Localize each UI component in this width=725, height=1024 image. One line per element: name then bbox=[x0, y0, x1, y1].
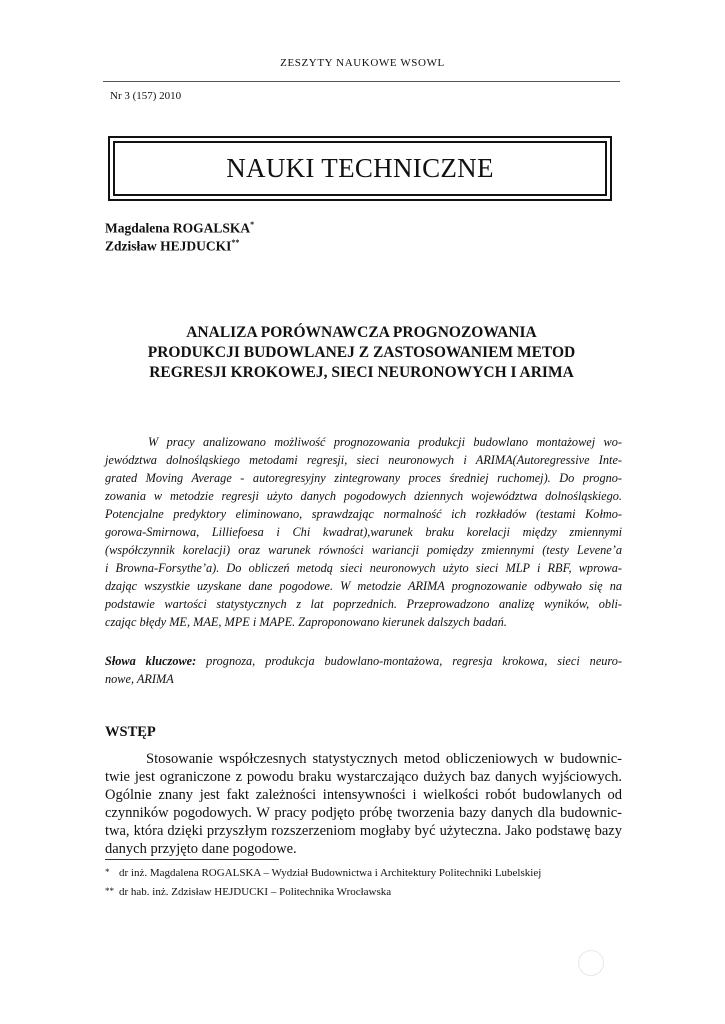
title-line: ANALIZA PORÓWNAWCZA PROGNOZOWANIA bbox=[186, 324, 537, 341]
body-line: twie jest ograniczone z powodu braku wystarczająco dużych baz danych wyjściowych. bbox=[105, 769, 622, 785]
footnote-2 bbox=[105, 886, 391, 898]
abstract-line: i Browna-Forsythe’a). Do obliczeń metodą sieci neuronowych użyto sieci MLP i RBF, wprowa- bbox=[105, 561, 622, 575]
footnote-text: dr hab. inż. Zdzisław HEJDUCKI – Politechnika Wrocławska bbox=[119, 886, 392, 898]
footnote-text: dr inż. Magdalena ROGALSKA – Wydział Budownictwa i Architektury Politechniki Lubelskiej bbox=[119, 867, 542, 879]
abstract-line: Potencjalne predyktory eliminowano, sprawdzając normalność ich rozkładów (testami Kołmo- bbox=[105, 507, 622, 521]
footnote-mark: * bbox=[105, 867, 110, 877]
abstract-line: (współczynnik korelacji) oraz warunek równości wariancji pomiędzy zmiennymi (testy Levene’a bbox=[105, 543, 622, 557]
header-rule bbox=[103, 81, 620, 82]
abstract-line: zowania w metodzie regresji użyto danych pogodowych dziennych województwa dolnośląskiego. bbox=[105, 489, 622, 503]
body-line: twa, która dzięki przyszłym rozszerzeniom mogłaby być użyteczna. Jako podstawę bazy bbox=[105, 823, 622, 839]
author-footnote-mark: * bbox=[250, 220, 255, 229]
journal-name: ZESZYTY NAUKOWE WSOWL bbox=[280, 57, 445, 69]
paper-title bbox=[103, 323, 620, 383]
abstract-line: grated Moving Average - autoregresyjny zintegrowany proces średniej ruchomej). Do progno- bbox=[105, 471, 622, 485]
section-title: NAUKI TECHNICZNE bbox=[226, 153, 494, 183]
section-frame bbox=[108, 136, 612, 201]
section-heading: WSTĘP bbox=[105, 724, 156, 740]
abstract-line: podstawie wartości statystycznych z lat poprzednich. Przeprowadzono analizę wyników, obli- bbox=[105, 597, 622, 611]
footnote-1 bbox=[105, 867, 541, 879]
abstract-line: dzając wszystkie uzyskane dane pogodowe. W metodzie ARIMA prognozowanie odbywało się na bbox=[105, 579, 622, 593]
abstract-line: jewództwa dolnośląskiego metodami regresji, sieci neuronowych i ARIMA(Autoregressive Inte- bbox=[105, 453, 622, 467]
title-line: REGRESJI KROKOWEJ, SIECI NEURONOWYCH I ARIMA bbox=[149, 364, 574, 381]
body-line: czynników pogodowych. W pracy podjęto próbę tworzenia bazy danych dla budownic- bbox=[105, 805, 622, 821]
keywords-line: nowe, ARIMA bbox=[105, 672, 174, 686]
author-footnote-mark: ** bbox=[231, 238, 240, 247]
body-line: Stosowanie współczesnych statystycznych metod obliczeniowych w budownic- bbox=[146, 751, 622, 767]
issue-number: Nr 3 (157) 2010 bbox=[110, 90, 182, 102]
body-line: Ogólnie znany jest fakt zależności intensywności i wielkości robót budowlanych od bbox=[105, 787, 622, 803]
abstract-line: W pracy analizowano możliwość prognozowania produkcji budowlano montażowej wo- bbox=[148, 435, 622, 449]
footnote-mark: ** bbox=[105, 886, 114, 896]
author-name: Magdalena ROGALSKA bbox=[105, 220, 251, 236]
abstract-line: gorowa-Smirnowa, Lilliefoesa i Chi kwadrat),warunek braku korelacji między zmiennymi bbox=[105, 525, 622, 539]
body-line: danych przyjęto dane pogodowe. bbox=[105, 841, 297, 857]
keywords-line bbox=[105, 654, 622, 669]
watermark-icon bbox=[578, 950, 604, 976]
title-line: PRODUKCJI BUDOWLANEJ Z ZASTOSOWANIEM METOD bbox=[147, 344, 576, 361]
section-inner-frame bbox=[113, 141, 607, 196]
author-2 bbox=[105, 238, 239, 255]
author-1 bbox=[105, 220, 254, 237]
abstract-line: czając błędy ME, MAE, MPE i MAPE. Zaproponowano kierunek dalszych badań. bbox=[105, 615, 507, 629]
keywords-text: prognoza, produkcja budowlano-montażowa, regresja krokowa, sieci neuro- bbox=[196, 654, 622, 668]
footnote-rule bbox=[105, 859, 279, 860]
author-name: Zdzisław HEJDUCKI bbox=[105, 238, 232, 254]
keywords-label: Słowa kluczowe: bbox=[105, 654, 197, 668]
